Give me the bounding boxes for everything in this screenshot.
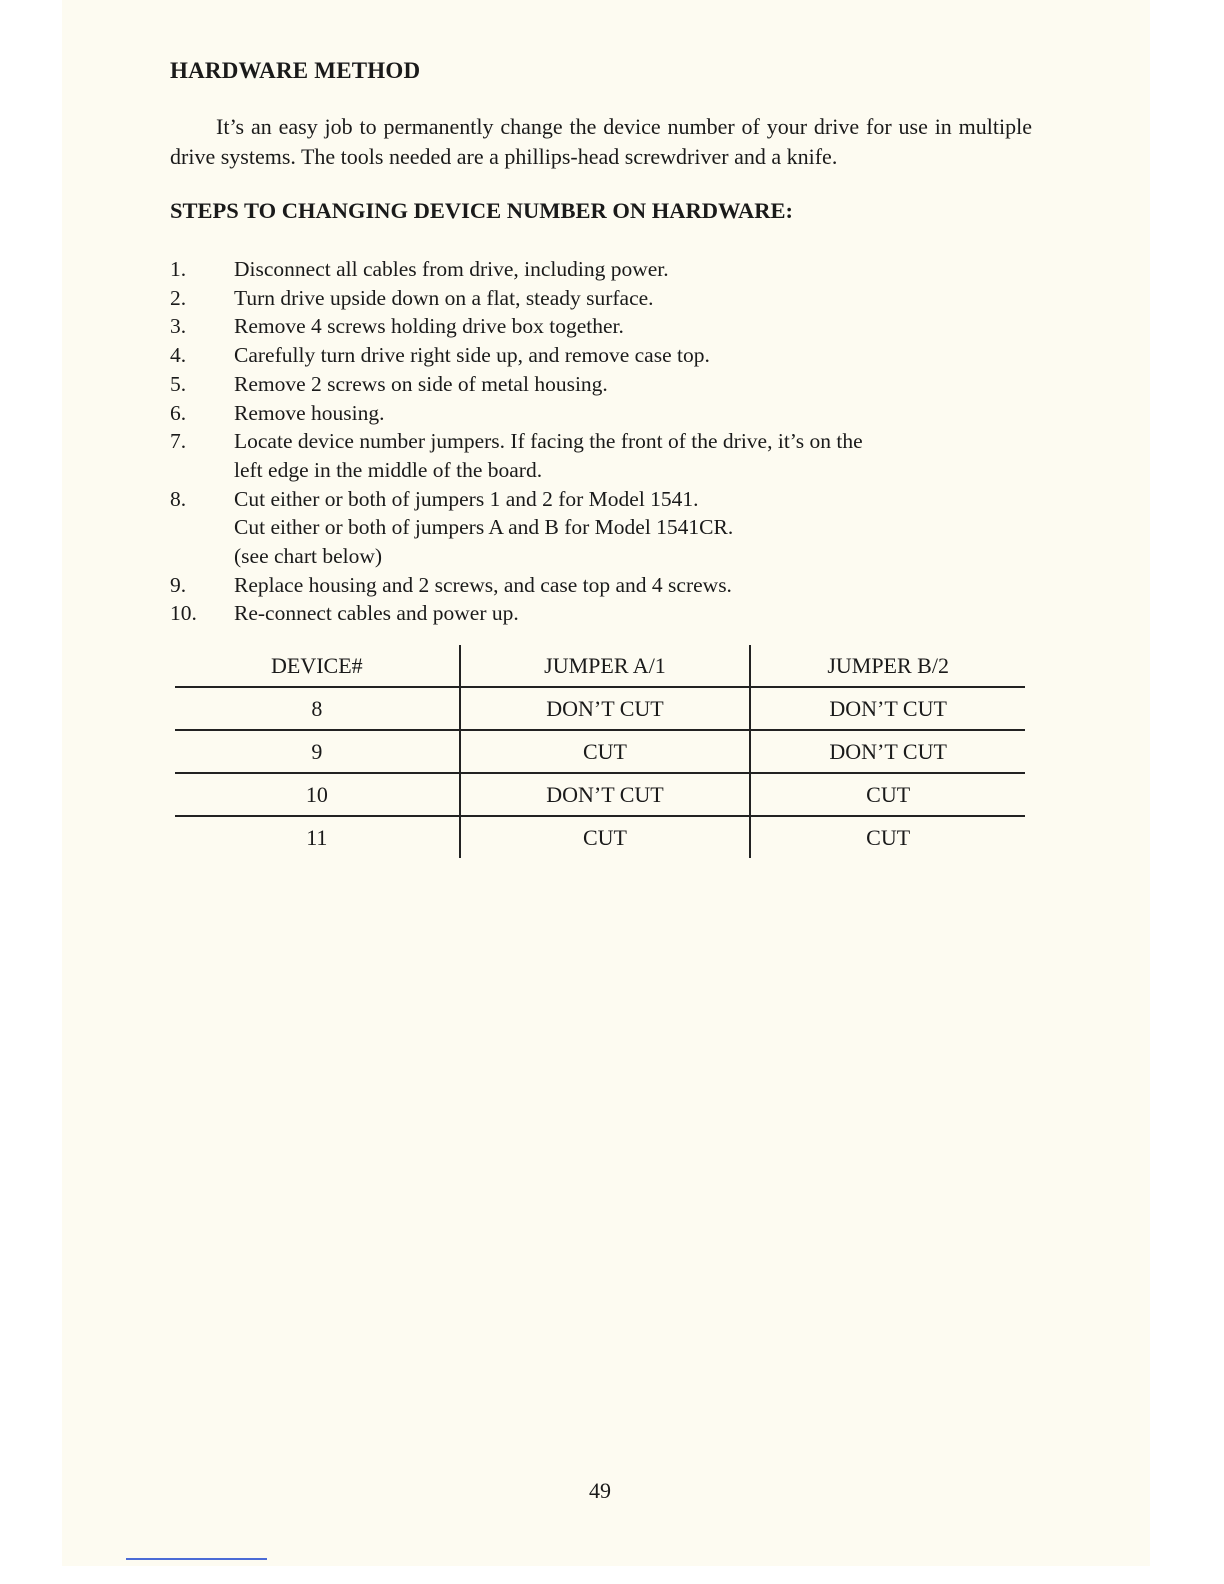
step-item bbox=[170, 399, 1032, 428]
step-text: left edge in the middle of the board. bbox=[234, 457, 543, 482]
step-item bbox=[170, 427, 1032, 484]
device-cell: 10 bbox=[175, 773, 460, 816]
device-cell: 11 bbox=[306, 824, 328, 850]
step-item bbox=[170, 341, 1032, 370]
intro-paragraph: It’s an easy job to permanently change the device number of your drive for use in multiple drive systems. The tools needed are a phillips-head screwdriver and a knife. bbox=[170, 114, 1032, 169]
step-number: 9. bbox=[170, 572, 187, 597]
jumper-a-cell: CUT bbox=[460, 730, 751, 773]
step-number: 1. bbox=[170, 257, 187, 281]
table-row bbox=[175, 816, 1025, 858]
step-item bbox=[170, 599, 1032, 628]
step-number: 2. bbox=[170, 285, 187, 310]
jumper-b-cell: DON’T CUT bbox=[750, 687, 1025, 730]
jumper-a-cell: DON’T CUT bbox=[460, 687, 751, 730]
column-header-jumper-b: JUMPER B/2 bbox=[750, 645, 1025, 687]
table-row bbox=[175, 730, 1025, 773]
step-number: 7. bbox=[170, 429, 187, 454]
step-text: Remove 4 screws holding drive box together. bbox=[234, 314, 624, 339]
step-number: 8. bbox=[170, 486, 187, 511]
steps-list bbox=[170, 255, 1032, 628]
step-item bbox=[170, 284, 1032, 313]
step-text: Disconnect all cables from drive, including power. bbox=[234, 257, 669, 281]
step-text: Re-connect cables and power up. bbox=[234, 601, 519, 626]
step-text: Remove 2 screws on side of metal housing. bbox=[234, 371, 608, 396]
table-row bbox=[175, 773, 1025, 816]
jumper-a-cell: CUT bbox=[460, 816, 751, 858]
step-text: Cut either or both of jumpers 1 and 2 for Model 1541. bbox=[234, 486, 699, 511]
step-item bbox=[170, 485, 1032, 571]
column-header-device: DEVICE# bbox=[175, 645, 460, 687]
step-item bbox=[170, 312, 1032, 341]
step-text: Carefully turn drive right side up, and remove case top. bbox=[234, 343, 710, 368]
section-heading: HARDWARE METHOD bbox=[170, 58, 421, 83]
jumper-table bbox=[175, 645, 1025, 858]
column-header-jumper-a: JUMPER A/1 bbox=[460, 645, 751, 687]
step-text: Replace housing and 2 screws, and case top and 4 screws. bbox=[234, 572, 732, 597]
step-item bbox=[170, 571, 1032, 600]
step-text: Locate device number jumpers. If facing the front of the drive, it’s on the bbox=[234, 429, 863, 454]
step-text: Cut either or both of jumpers A and B for Model 1541CR. bbox=[234, 515, 734, 540]
step-number: 4. bbox=[170, 343, 187, 368]
device-cell: 9 bbox=[175, 730, 460, 773]
step-item bbox=[170, 255, 1032, 284]
table-header-row bbox=[175, 645, 1025, 687]
jumper-a-cell: DON’T CUT bbox=[460, 773, 751, 816]
steps-title: STEPS TO CHANGING DEVICE NUMBER ON HARDWARE: bbox=[170, 198, 794, 223]
page-number: 49 bbox=[589, 1478, 611, 1503]
step-text: Turn drive upside down on a flat, steady surface. bbox=[234, 285, 654, 310]
step-number: 3. bbox=[170, 314, 187, 339]
step-item bbox=[170, 370, 1032, 399]
jumper-b-cell: CUT bbox=[750, 816, 1025, 858]
underline-mark bbox=[126, 1558, 267, 1560]
device-cell: 8 bbox=[175, 687, 460, 730]
table-row bbox=[175, 687, 1025, 730]
step-text: Remove housing. bbox=[234, 400, 385, 425]
jumper-b-cell: CUT bbox=[750, 773, 1025, 816]
step-number: 6. bbox=[170, 400, 187, 425]
step-number: 10. bbox=[170, 601, 197, 626]
step-text: (see chart below) bbox=[234, 544, 383, 569]
jumper-b-cell: DON’T CUT bbox=[750, 730, 1025, 773]
step-number: 5. bbox=[170, 371, 187, 396]
